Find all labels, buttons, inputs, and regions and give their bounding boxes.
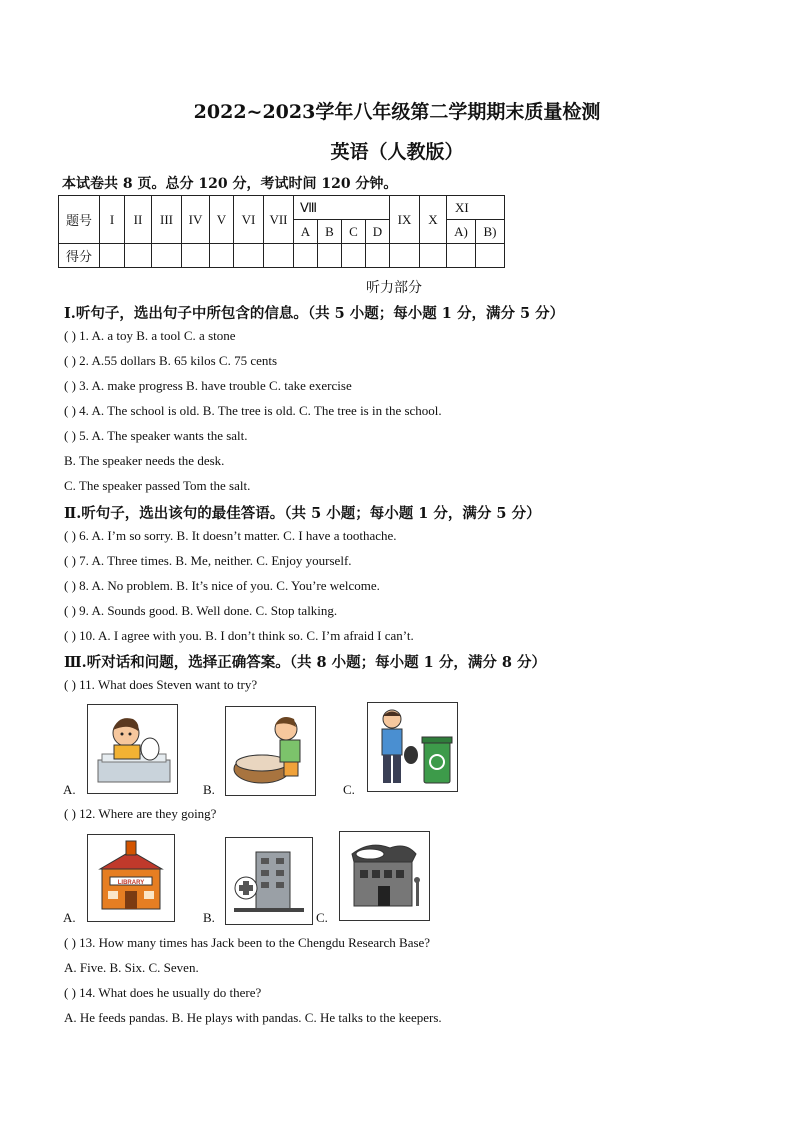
score-cell[interactable] [125, 244, 152, 268]
question-11: ( ) 11. What does Steven want to try? [64, 677, 258, 692]
option-a-label: A. [63, 782, 76, 797]
exam-info: 本试卷共 8 页。总分 120 分，考试时间 120 分钟。 [62, 176, 398, 192]
col-8c: C [342, 220, 366, 244]
question-line: ( ) 10. A. I agree with you. B. I don’t think so. C. I’m afraid I can’t. [64, 628, 414, 643]
question-line: ( ) 7. A. Three times. B. Me, neither. C. Enjoy yourself. [64, 553, 352, 568]
score-cell[interactable] [447, 244, 476, 268]
col-10: X [420, 196, 447, 244]
question-line: ( ) 9. A. Sounds good. B. Well done. C. Stop talking. [64, 603, 338, 618]
col-5: V [210, 196, 234, 244]
score-cell[interactable] [100, 244, 125, 268]
score-row [59, 244, 505, 268]
question-line: C. The speaker passed Tom the salt. [64, 478, 251, 493]
question-line: ( ) 6. A. I’m so sorry. B. It doesn’t matter. C. I have a toothache. [64, 528, 397, 543]
section-3-heading: Ⅲ.听对话和问题，选择正确答案。（共 8 小题；每小题 1 分，满分 8 分） [64, 654, 547, 671]
question-14: ( ) 14. What does he usually do there? [64, 985, 262, 1000]
col-2: II [125, 196, 152, 244]
question-line: B. The speaker needs the desk. [64, 453, 225, 468]
question-12: ( ) 12. Where are they going? [64, 806, 217, 821]
col-4: IV [182, 196, 210, 244]
option-b-label: B. [203, 782, 215, 797]
hospital-image [225, 837, 313, 925]
col-9: IX [390, 196, 420, 244]
man-recycling-trash-image [367, 702, 458, 792]
score-cell[interactable] [342, 244, 366, 268]
section-2-heading: Ⅱ.听句子，选出该句的最佳答语。（共 5 小题；每小题 1 分，满分 5 分） [64, 505, 541, 522]
col-8a: A [294, 220, 318, 244]
option-a-label: A. [63, 910, 76, 925]
question-line: ( ) 8. A. No problem. B. It’s nice of you. C. You’re welcome. [64, 578, 380, 593]
boy-doing-laundry-image [225, 706, 316, 796]
score-cell[interactable] [294, 244, 318, 268]
question-13-options: A. Five. B. Six. C. Seven. [64, 960, 199, 975]
col-11b: B) [476, 220, 505, 244]
row-label-score: 得分 [59, 244, 100, 268]
row-label-question: 题号 [59, 196, 100, 244]
col-8d: D [366, 220, 390, 244]
question-line: ( ) 4. A. The school is old. B. The tree is old. C. The tree is in the school. [64, 403, 442, 418]
exam-subtitle: 英语（人教版） [330, 141, 464, 163]
score-cell[interactable] [152, 244, 182, 268]
col-3: III [152, 196, 182, 244]
col-1: I [100, 196, 125, 244]
score-cell[interactable] [420, 244, 447, 268]
score-cell[interactable] [476, 244, 505, 268]
exam-title: 2022~2023学年八年级第二学期期末质量检测 [193, 101, 601, 123]
score-cell[interactable] [182, 244, 210, 268]
col-6: VI [234, 196, 264, 244]
score-cell[interactable] [318, 244, 342, 268]
option-c-label: C. [316, 910, 328, 925]
option-c-label: C. [343, 782, 355, 797]
question-14-options: A. He feeds pandas. B. He plays with pandas. C. He talks to the keepers. [64, 1010, 442, 1025]
score-cell[interactable] [390, 244, 420, 268]
question-line: ( ) 5. A. The speaker wants the salt. [64, 428, 248, 443]
col-8b: B [318, 220, 342, 244]
col-11: XI [447, 196, 505, 220]
question-13: ( ) 13. How many times has Jack been to the Chengdu Research Base? [64, 935, 431, 950]
question-line: ( ) 3. A. make progress B. have trouble C. take exercise [64, 378, 352, 393]
question-line: ( ) 2. A.55 dollars B. 65 kilos C. 75 cents [64, 353, 278, 368]
cinema-image [339, 831, 430, 921]
col-7: VII [264, 196, 294, 244]
library-image [87, 834, 175, 922]
score-cell[interactable] [234, 244, 264, 268]
col-11a: A) [447, 220, 476, 244]
score-cell[interactable] [366, 244, 390, 268]
boy-washing-dishes-image [87, 704, 178, 794]
section-1-heading: Ⅰ.听句子，选出句子中所包含的信息。（共 5 小题；每小题 1 分，满分 5 分） [64, 305, 565, 322]
listening-heading: 听力部分 [366, 280, 422, 296]
score-table [58, 195, 505, 268]
col-8: Ⅷ [294, 196, 390, 220]
library-sign-text: LIBRARY [117, 880, 145, 886]
score-cell[interactable] [210, 244, 234, 268]
score-cell[interactable] [264, 244, 294, 268]
question-line: ( ) 1. A. a toy B. a tool C. a stone [64, 328, 236, 343]
option-b-label: B. [203, 910, 215, 925]
